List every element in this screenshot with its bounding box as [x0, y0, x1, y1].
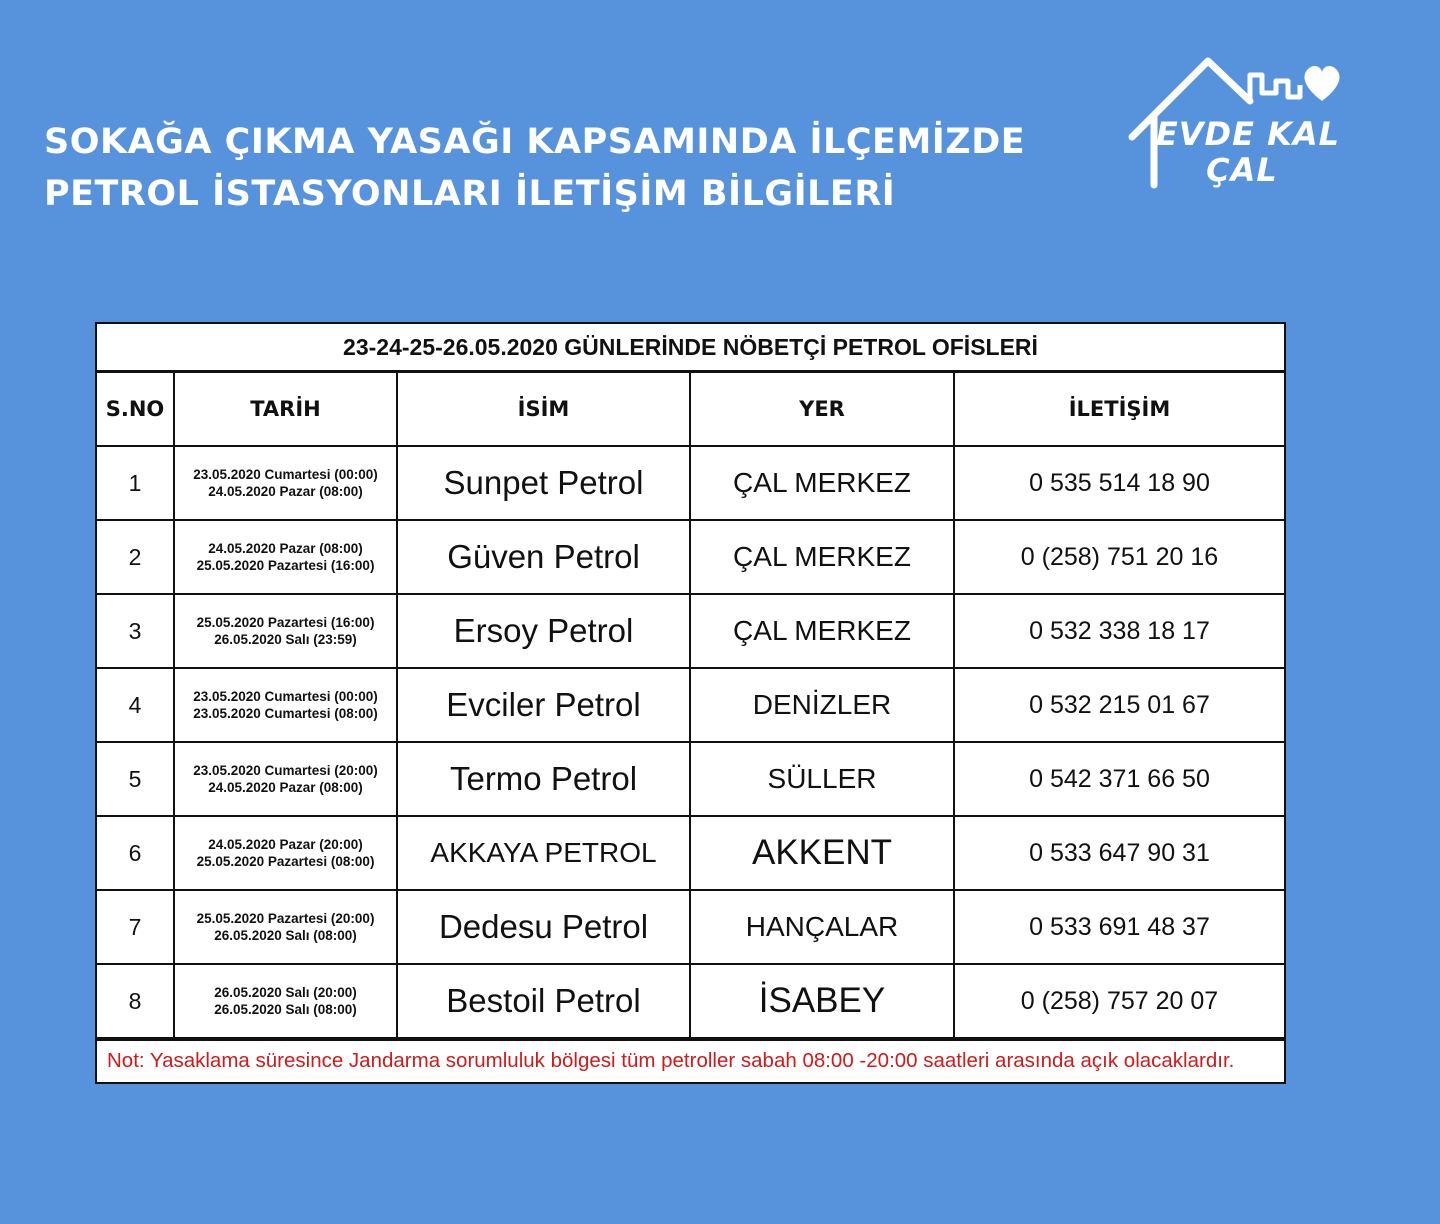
row-date — [174, 890, 397, 964]
table-header-row — [97, 373, 1284, 446]
table-row — [97, 742, 1284, 816]
table-row — [97, 890, 1284, 964]
row-date — [174, 446, 397, 520]
date-start: 24.05.2020 Pazar (08:00) — [208, 541, 363, 556]
row-number: 2 — [97, 520, 174, 594]
table-row — [97, 594, 1284, 668]
col-header-place: YER — [690, 373, 954, 446]
row-date — [174, 742, 397, 816]
station-place: ÇAL MERKEZ — [690, 594, 954, 668]
station-phone: 0 532 338 18 17 — [954, 594, 1284, 668]
station-phone: 0 533 647 90 31 — [954, 816, 1284, 890]
row-date — [174, 816, 397, 890]
row-number: 7 — [97, 890, 174, 964]
station-phone: 0 542 371 66 50 — [954, 742, 1284, 816]
station-name: Termo Petrol — [397, 742, 690, 816]
logo-text-line-1: EVDE KAL — [1155, 115, 1341, 153]
station-name: AKKAYA PETROL — [397, 816, 690, 890]
station-name: Dedesu Petrol — [397, 890, 690, 964]
date-start: 25.05.2020 Pazartesi (16:00) — [196, 615, 375, 630]
station-phone: 0 532 215 01 67 — [954, 668, 1284, 742]
page-title — [44, 116, 1044, 220]
table-row — [97, 668, 1284, 742]
date-end: 25.05.2020 Pazartesi (16:00) — [196, 558, 375, 573]
row-number: 3 — [97, 594, 174, 668]
table-row — [97, 446, 1284, 520]
date-start: 23.05.2020 Cumartesi (00:00) — [193, 689, 378, 704]
station-place: ÇAL MERKEZ — [690, 520, 954, 594]
table-row — [97, 964, 1284, 1038]
date-end: 25.05.2020 Pazartesi (08:00) — [196, 854, 375, 869]
station-place: DENİZLER — [690, 668, 954, 742]
date-end: 23.05.2020 Cumartesi (08:00) — [193, 706, 378, 721]
table-row — [97, 816, 1284, 890]
date-end: 26.05.2020 Salı (08:00) — [214, 928, 357, 943]
row-date — [174, 594, 397, 668]
row-number: 1 — [97, 446, 174, 520]
stations-grid — [97, 373, 1284, 1039]
date-start: 25.05.2020 Pazartesi (20:00) — [196, 911, 375, 926]
station-place: SÜLLER — [690, 742, 954, 816]
date-end: 26.05.2020 Salı (23:59) — [214, 632, 357, 647]
col-header-no: S.NO — [97, 373, 174, 446]
table-title: 23-24-25-26.05.2020 GÜNLERİNDE NÖBETÇİ PETROL OFİSLERİ — [97, 324, 1284, 373]
logo-text-line-2: ÇAL — [1206, 151, 1278, 189]
evde-kal-logo — [1110, 55, 1370, 205]
page-title-line-1: SOKAĞA ÇIKMA YASAĞI KAPSAMINDA İLÇEMİZDE — [44, 122, 1026, 162]
station-name: Sunpet Petrol — [397, 446, 690, 520]
date-start: 23.05.2020 Cumartesi (20:00) — [193, 763, 378, 778]
station-place: İSABEY — [690, 964, 954, 1038]
station-phone: 0 533 691 48 37 — [954, 890, 1284, 964]
stations-table — [95, 322, 1286, 1084]
station-name: Evciler Petrol — [397, 668, 690, 742]
station-place: ÇAL MERKEZ — [690, 446, 954, 520]
date-end: 24.05.2020 Pazar (08:00) — [208, 484, 363, 499]
page-title-line-2: PETROL İSTASYONLARI İLETİŞİM BİLGİLERİ — [44, 174, 896, 214]
row-number: 4 — [97, 668, 174, 742]
station-phone: 0 (258) 751 20 16 — [954, 520, 1284, 594]
date-end: 24.05.2020 Pazar (08:00) — [208, 780, 363, 795]
col-header-date: TARİH — [174, 373, 397, 446]
row-date — [174, 520, 397, 594]
row-number: 8 — [97, 964, 174, 1038]
col-header-name: İSİM — [397, 373, 690, 446]
date-start: 26.05.2020 Salı (20:00) — [214, 985, 357, 1000]
table-note: Not: Yasaklama süresince Jandarma sorumluluk bölgesi tüm petroller sabah 08:00 -20:00 saatleri arasında açık olacaklardır. — [97, 1039, 1284, 1082]
row-date — [174, 964, 397, 1038]
row-date — [174, 668, 397, 742]
table-row — [97, 520, 1284, 594]
date-start: 24.05.2020 Pazar (20:00) — [208, 837, 363, 852]
station-place: HANÇALAR — [690, 890, 954, 964]
station-phone: 0 535 514 18 90 — [954, 446, 1284, 520]
station-name: Güven Petrol — [397, 520, 690, 594]
station-name: Bestoil Petrol — [397, 964, 690, 1038]
station-place: AKKENT — [690, 816, 954, 890]
date-start: 23.05.2020 Cumartesi (00:00) — [193, 467, 378, 482]
date-end: 26.05.2020 Salı (08:00) — [214, 1002, 357, 1017]
row-number: 5 — [97, 742, 174, 816]
row-number: 6 — [97, 816, 174, 890]
col-header-contact: İLETİŞİM — [954, 373, 1284, 446]
station-phone: 0 (258) 757 20 07 — [954, 964, 1284, 1038]
station-name: Ersoy Petrol — [397, 594, 690, 668]
